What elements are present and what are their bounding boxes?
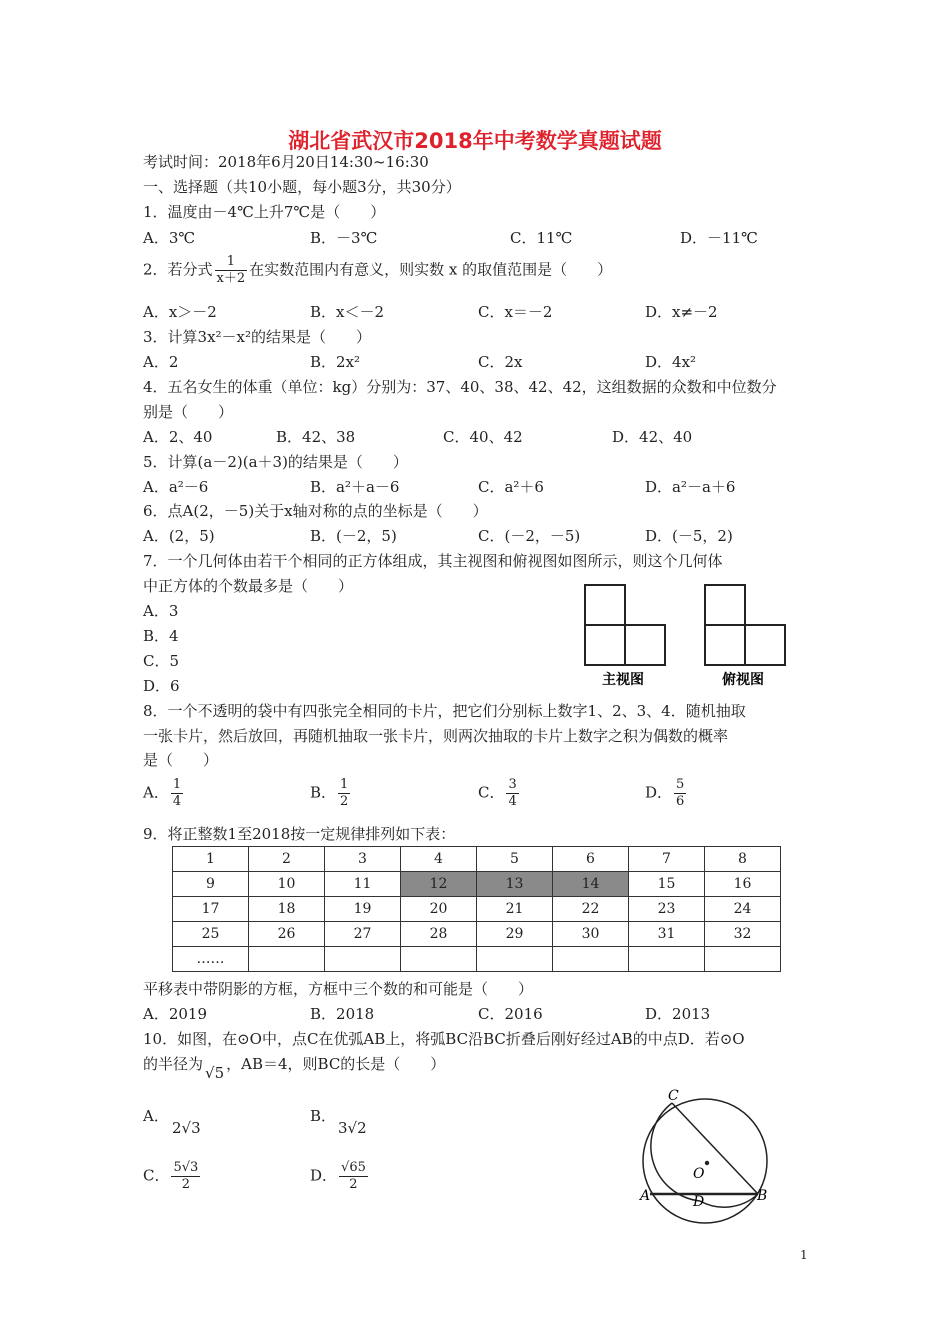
q2-option-c: C．x＝－2 — [478, 303, 553, 321]
q8-option-b — [310, 777, 352, 810]
q8-a-den: 4 — [172, 794, 182, 809]
q10-stem-line1: 10．如图，在⊙O中，点C在优弧AB上，将弧BC沿BC折叠后刚好经过AB的中点D．若⊙O — [143, 1030, 745, 1048]
q10-circle-figure — [630, 1088, 780, 1238]
table-cell: 23 — [629, 897, 705, 922]
q2-stem-pre: 2．若分式 — [143, 260, 213, 279]
table-cell: 2 — [249, 847, 325, 872]
q4-option-a: A．2、40 — [143, 428, 213, 446]
table-cell: 28 — [401, 922, 477, 947]
label-o: O — [693, 1166, 705, 1182]
table-cell: 3 — [325, 847, 401, 872]
table-cell: 13 — [477, 872, 553, 897]
q1-option-d: D．－11℃ — [680, 229, 758, 247]
table-cell: 9 — [173, 872, 249, 897]
center-point — [705, 1161, 709, 1165]
label-a: A — [640, 1188, 651, 1204]
q10-c-label: C． — [143, 1166, 170, 1185]
circle-o — [643, 1099, 767, 1223]
table-cell — [401, 947, 477, 972]
table-cell: 20 — [401, 897, 477, 922]
q8-stem-line2: 一张卡片，然后放回，再随机抽取一张卡片，则两次抽取的卡片上数字之积为偶数的概率 — [143, 727, 729, 745]
q9-option-c: C．2016 — [478, 1005, 543, 1023]
q1-option-b: B．－3℃ — [310, 229, 378, 247]
table-cell: 14 — [553, 872, 629, 897]
table-cell: 21 — [477, 897, 553, 922]
top-view-label: 俯视图 — [722, 672, 764, 688]
table-cell — [325, 947, 401, 972]
q1-option-a: A．3℃ — [143, 229, 196, 247]
q3-option-b: B．2x² — [310, 353, 361, 371]
q8-stem-line1: 8．一个不透明的袋中有四张完全相同的卡片，把它们分别标上数字1、2、3、4．随机抽取 — [143, 702, 746, 720]
exam-time: 考试时间：2018年6月20日14:30~16:30 — [143, 153, 429, 171]
q4-option-b: B．42、38 — [276, 428, 356, 446]
q9-question: 平移表中带阴影的方框，方框中三个数的和可能是（ ） — [143, 980, 534, 998]
q8-b-fraction — [338, 777, 350, 810]
q10-d-num: √65 — [341, 1160, 366, 1175]
table-cell: 32 — [705, 922, 781, 947]
q8-c-num: 3 — [508, 777, 517, 792]
q2-denominator: x＋2 — [216, 271, 246, 286]
q8-c-fraction — [506, 777, 518, 810]
q2-numerator: 1 — [215, 254, 248, 271]
q10-option-c — [143, 1160, 202, 1193]
table-cell: 12 — [401, 872, 477, 897]
table-row — [173, 897, 781, 922]
q3-stem: 3．计算3x²－x²的结果是（ ） — [143, 328, 372, 346]
q10-option-a-label: A． — [143, 1107, 169, 1125]
q2-option-b: B．x＜－2 — [310, 303, 385, 321]
q10-c-fraction — [171, 1160, 200, 1193]
q5-stem: 5．计算(a－2)(a＋3)的结果是（ ） — [143, 453, 408, 471]
q10-d-label: D． — [310, 1166, 338, 1185]
table-cell: 29 — [477, 922, 553, 947]
q1-stem: 1．温度由－4℃上升7℃是（ ） — [143, 203, 386, 221]
q3-option-d: D．4x² — [645, 353, 697, 371]
q10-sqrt5: √5 — [205, 1064, 225, 1082]
q6-option-d: D．(－5，2) — [645, 527, 733, 545]
q9-stem: 9．将正整数1至2018按一定规律排列如下表： — [143, 825, 456, 843]
q8-d-fraction — [674, 777, 686, 810]
table-cell — [477, 947, 553, 972]
q7-option-a: A．3 — [143, 602, 179, 620]
q8-option-d — [645, 777, 688, 810]
table-cell: 1 — [173, 847, 249, 872]
chord-bc — [672, 1103, 758, 1194]
q10-option-a-value: 2√3 — [172, 1119, 201, 1137]
q9-option-d: D．2013 — [645, 1005, 711, 1023]
q8-b-den: 2 — [340, 794, 349, 809]
table-cell: 31 — [629, 922, 705, 947]
q8-d-label: D． — [645, 783, 673, 802]
table-row — [173, 847, 781, 872]
q8-d-den: 6 — [676, 794, 685, 809]
q9-option-b: B．2018 — [310, 1005, 375, 1023]
table-cell: 15 — [629, 872, 705, 897]
q10-option-b-value: 3√2 — [338, 1119, 367, 1137]
q4-option-c: C．40、42 — [443, 428, 523, 446]
table-cell: 7 — [629, 847, 705, 872]
table-cell: 5 — [477, 847, 553, 872]
q8-a-label: A． — [143, 783, 169, 802]
top-view-drawing — [705, 585, 785, 665]
table-cell — [553, 947, 629, 972]
table-cell: …… — [173, 947, 249, 972]
table-cell — [629, 947, 705, 972]
q8-c-den: 4 — [508, 794, 517, 809]
q8-a-num: 1 — [172, 777, 182, 792]
table-cell: 16 — [705, 872, 781, 897]
q10-option-b-label: B． — [310, 1107, 337, 1125]
q7-stem-line1: 7．一个几何体由若干个相同的正方体组成，其主视图和俯视图如图所示，则这个几何体 — [143, 552, 723, 570]
table-cell: 19 — [325, 897, 401, 922]
table-row — [173, 922, 781, 947]
q7-option-b: B．4 — [143, 627, 179, 645]
q10-d-fraction — [339, 1160, 368, 1193]
front-view-drawing — [585, 585, 665, 665]
label-d: D — [693, 1194, 705, 1210]
q4-stem-line2: 别是（ ） — [143, 403, 234, 421]
q3-option-a: A．2 — [143, 353, 179, 371]
q7-stem-line2: 中正方体的个数最多是（ ） — [143, 577, 354, 595]
q8-b-label: B． — [310, 783, 337, 802]
table-cell: 26 — [249, 922, 325, 947]
table-cell: 10 — [249, 872, 325, 897]
table-cell: 8 — [705, 847, 781, 872]
q9-option-a: A．2019 — [143, 1005, 208, 1023]
table-cell: 18 — [249, 897, 325, 922]
q8-option-a — [143, 777, 185, 810]
table-cell — [249, 947, 325, 972]
q7-figure — [580, 580, 800, 690]
q7-option-d: D．6 — [143, 677, 180, 695]
q1-option-c: C．11℃ — [510, 229, 573, 247]
q2-fraction — [215, 254, 248, 287]
q8-d-num: 5 — [676, 777, 685, 792]
q6-stem: 6．点A(2，－5)关于x轴对称的点的坐标是（ ） — [143, 502, 488, 520]
q10-stem2-pre: 的半径为 — [143, 1055, 204, 1073]
q8-b-num: 1 — [340, 777, 349, 792]
q6-option-a: A．(2，5) — [143, 527, 215, 545]
q4-option-d: D．42、40 — [612, 428, 693, 446]
table-cell: 24 — [705, 897, 781, 922]
q4-stem-line1: 4．五名女生的体重（单位：kg）分别为：37、40、38、42、42，这组数据的众数和中位数分 — [143, 378, 777, 396]
table-cell — [705, 947, 781, 972]
q5-option-c: C．a²＋6 — [478, 478, 544, 496]
q5-option-a: A．a²－6 — [143, 478, 209, 496]
q8-stem-line3: 是（ ） — [143, 751, 219, 769]
q9-number-table — [172, 846, 781, 972]
table-cell: 11 — [325, 872, 401, 897]
label-b: B — [757, 1188, 768, 1204]
q6-option-b: B．(－2，5) — [310, 527, 397, 545]
q5-option-b: B．a²＋a－6 — [310, 478, 400, 496]
q10-c-den: 2 — [181, 1177, 191, 1192]
q6-option-c: C．(－2，－5) — [478, 527, 581, 545]
table-cell: 25 — [173, 922, 249, 947]
q8-option-c — [478, 777, 521, 810]
q8-c-label: C． — [478, 783, 505, 802]
q3-option-c: C．2x — [478, 353, 523, 371]
front-view-label: 主视图 — [602, 672, 644, 688]
q2-option-a: A．x＞－2 — [143, 303, 217, 321]
table-row — [173, 947, 781, 972]
q8-a-fraction — [171, 777, 183, 810]
table-cell: 4 — [401, 847, 477, 872]
folded-arc — [651, 1103, 758, 1207]
table-cell: 6 — [553, 847, 629, 872]
q2-stem — [143, 254, 612, 287]
table-cell: 27 — [325, 922, 401, 947]
q2-stem-post: 在实数范围内有意义，则实数 x 的取值范围是（ ） — [249, 260, 613, 279]
label-c: C — [668, 1088, 679, 1104]
q7-option-c: C．5 — [143, 652, 180, 670]
section-heading: 一、选择题（共10小题，每小题3分，共30分） — [143, 178, 461, 196]
q2-option-d: D．x≠－2 — [645, 303, 718, 321]
table-row — [173, 872, 781, 897]
q10-option-d — [310, 1160, 370, 1193]
page-title: 湖北省武汉市2018年中考数学真题试题 — [288, 129, 662, 153]
q10-stem-line2 — [143, 1054, 446, 1082]
q10-d-den: 2 — [349, 1177, 358, 1192]
table-cell: 22 — [553, 897, 629, 922]
q9-table-body — [173, 847, 781, 972]
q10-stem2-post: ，AB＝4，则BC的长是（ ） — [226, 1055, 446, 1073]
q5-option-d: D．a²－a＋6 — [645, 478, 736, 496]
table-cell: 17 — [173, 897, 249, 922]
table-cell: 30 — [553, 922, 629, 947]
page-number: 1 — [800, 1248, 808, 1262]
q10-c-num: 5√3 — [173, 1160, 199, 1175]
